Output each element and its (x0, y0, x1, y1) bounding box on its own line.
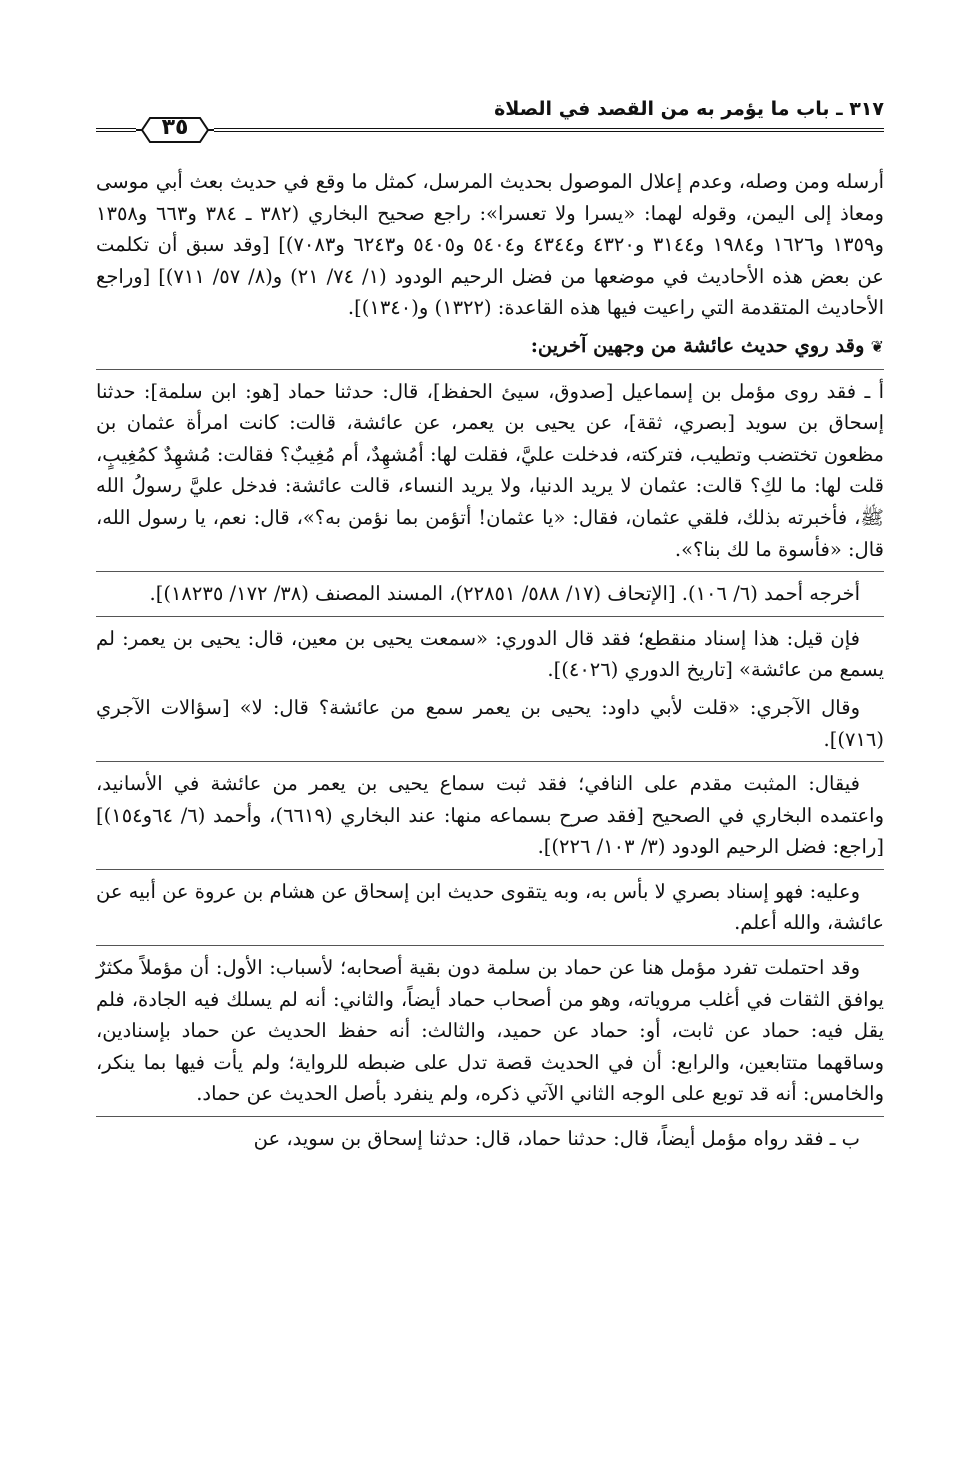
fleuron-icon: ❦ (870, 336, 884, 356)
page-number-badge (136, 112, 214, 148)
divider (96, 945, 884, 946)
paragraph-9: وقد احتملت تفرد مؤمل هنا عن حماد بن سلمة دون بقية أصحابه؛ لأسباب: الأول: أن مؤملاً مكثرٌ يوافق الثقات في أغلب مروياته، وهو من أصحاب حماد أيضاً، والثاني: أنه لم يسلك فيه الجادة، فلم يقل فيه: حماد عن ثابت، أو: حماد عن حميد، والثالث: أنه حفظ الحديث عن حماد بإسنادين، وساقهما متتابعين، والرابع: أن في الحديث قصة تدل على ضبطه للرواية؛ ولم يأت فيها بما ينكر، والخامس: أنه قد توبع على الوجه الثاني الآتي ذكره، ولم ينفرد بأصل الحديث عن حماد. (96, 956, 884, 1106)
divider (96, 869, 884, 870)
page-body (96, 166, 884, 1161)
chapter-title: ٣١٧ ـ باب ما يؤمر به من القصد في الصلاة (494, 98, 884, 120)
divider (96, 571, 884, 572)
paragraph-7: فيقال: المثبت مقدم على النافي؛ فقد ثبت سماع يحيى بن يعمر من عائشة في الأسانيد، واعتمده البخاري في الصحيح [فقد صرح بسماعه منها: عند البخاري (٦٦١٩)، وأحمد (٦/ ٦٤و١٥٤)] [راجع: فضل الرحيم الودود (٣/ ١٠٣/ ٢٢٦)]. (96, 772, 884, 859)
divider (96, 369, 884, 370)
paragraph-10: ب ـ فقد رواه مؤمل أيضاً، قال: حدثنا حماد، قال: حدثنا إسحاق بن سويد، عن (253, 1127, 860, 1151)
page-number: ٣٥ (161, 115, 189, 140)
header-rule-right (214, 128, 884, 132)
divider (96, 1116, 884, 1117)
paragraph-6: وقال الآجري: «قلت لأبي داود: يحيى بن يعمر سمع من عائشة؟ قال: لا» [سؤالات الآجري (٧١٦)]. (96, 695, 884, 751)
paragraph-4: أخرجه أحمد (٦/ ١٠٦). [الإتحاف (١٧/ ٥٨٨/ ٢٢٨٥١)، المسند المصنف (٣٨/ ١٧٢/ ١٨٢٣٥)]. (149, 582, 860, 606)
divider (96, 761, 884, 762)
paragraph-1: أرسله ومن وصله، وعدم إعلال الموصول بحديث المرسل، كمثل ما وقع في حديث بعث أبي موسى ومعاذ إلى اليمن، وقوله لهما: «يسرا ولا تعسرا»: راجع صحيح البخاري (٣٨٢ ـ ٣٨٤ و٦٦٣ و١٣٥٨ و١٣٥٩ و١٦٢٦ و١٩٨٤ و٣١٤٤ و٤٣٢٠ و٤٣٤٤ و٥٤٠٤ و٥٤٠٥ و٦٢٤٣ و٧٠٨٣)] [وقد سبق أن تكلمت عن بعض هذه الأحاديث في موضعها من فضل الرحيم الودود (١/ ٧٤/ ٢١) و(٨/ ٥٧/ ٧١١)] [وراجع الأحاديث المتقدمة التي راعيت فيها هذه القاعدة: (١٣٢٢) و(١٣٤٠)]. (96, 170, 884, 320)
divider (96, 616, 884, 617)
header-rule-left (96, 128, 136, 132)
paragraph-2 (96, 330, 884, 363)
paragraph-8: وعليه: فهو إسناد بصري لا بأس به، وبه يتقوى حديث ابن إسحاق عن هشام بن عروة عن أبيه عن عائشة، والله أعلم. (96, 879, 884, 935)
paragraph-5: فإن قيل: هذا إسناد منقطع؛ فقد قال الدوري: «سمعت يحيى بن معين، قال: يحيى بن يعمر: لم يسمع من عائشة» [تاريخ الدوري (٤٠٢٦)]. (96, 626, 884, 682)
paragraph-3: أ ـ فقد روى مؤمل بن إسماعيل [صدوق، سيئ الحفظ]، قال: حدثنا حماد [هو: ابن سلمة]: حدثنا إسحاق بن سويد [بصري، ثقة]، عن يحيى بن يعمر، عن عائشة، قالت: كانت امرأة عثمان بن مظعون تختضب وتطيب، فتركته، فدخلت عليَّ، فقلت لها: أمُشهِدٌ، أم مُغِيبٌ؟ فقالت: مُشهِدٌ كمُغِيبٍ، قلت لها: ما لكِ؟ قالت: عثمان لا يريد الدنيا، ولا يريد النساء، قالت عائشة: فدخل عليَّ رسولُ الله ﷺ، فأخبرته بذلك، فلقي عثمان، فقال: «يا عثمان! أتؤمن بما نؤمن به؟»، قال: نعم، يا رسول الله، قال: «فأسوة ما لك بنا؟». (96, 379, 884, 561)
running-header (96, 98, 884, 148)
section-heading: وقد روي حديث عائشة من وجهين آخرين: (530, 333, 865, 357)
